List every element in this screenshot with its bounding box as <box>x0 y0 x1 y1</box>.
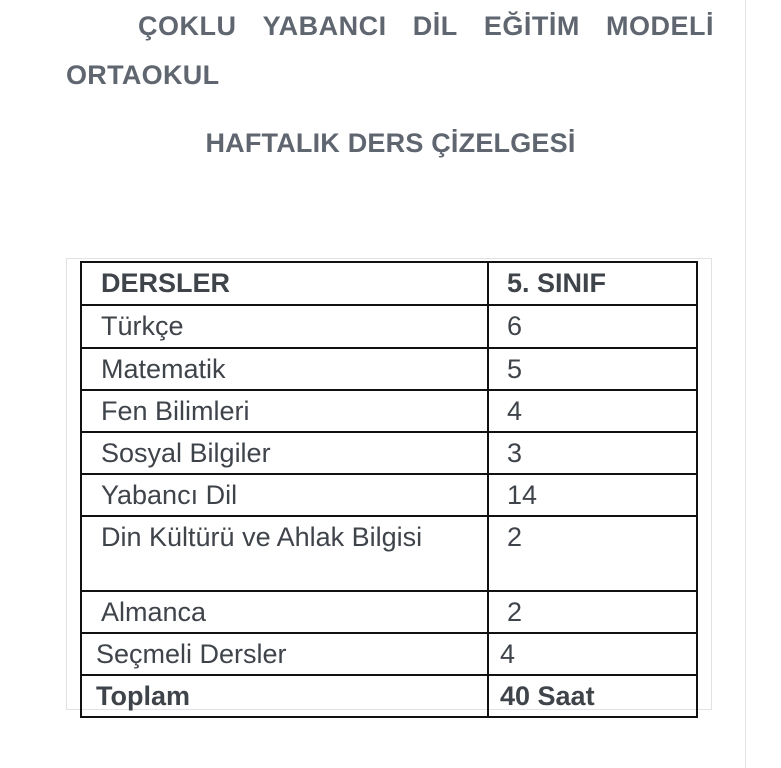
document-title <box>138 8 714 44</box>
lesson-hours-cell: 2 <box>488 516 697 591</box>
header-cell-grade: 5. SINIF <box>488 262 697 305</box>
lesson-hours-cell: 14 <box>488 474 697 516</box>
title-word: ÇOKLU <box>138 11 237 41</box>
table-row <box>81 516 697 591</box>
table-row <box>81 390 697 432</box>
header-cell-lessons: DERSLER <box>81 262 488 305</box>
title-word: EĞİTİM <box>483 11 580 41</box>
lesson-hours-cell: 4 <box>488 633 697 675</box>
table-row <box>81 305 697 348</box>
table-row <box>81 348 697 390</box>
document-title-continued: ORTAOKUL <box>66 60 220 90</box>
page-edge-divider <box>745 0 746 768</box>
lesson-name-cell: Sosyal Bilgiler <box>81 432 488 474</box>
lesson-name-cell: Yabancı Dil <box>81 474 488 516</box>
table-row <box>81 474 697 516</box>
table-total-row <box>81 675 697 717</box>
weekly-schedule-table <box>80 261 698 718</box>
table-row <box>81 591 697 633</box>
lesson-name-cell: Almanca <box>81 591 488 633</box>
title-word: YABANCI <box>262 11 387 41</box>
total-label-cell: Toplam <box>81 675 488 717</box>
lesson-name-cell: Seçmeli Dersler <box>81 633 488 675</box>
lesson-hours-cell: 4 <box>488 390 697 432</box>
title-word: DİL <box>412 11 458 41</box>
title-word: MODELİ <box>605 11 714 41</box>
lesson-hours-cell: 5 <box>488 348 697 390</box>
lesson-name-cell: Din Kültürü ve Ahlak Bilgisi <box>81 516 488 591</box>
lesson-hours-cell: 3 <box>488 432 697 474</box>
lesson-name-cell: Türkçe <box>81 305 488 348</box>
table-row <box>81 432 697 474</box>
lesson-name-cell: Fen Bilimleri <box>81 390 488 432</box>
lesson-name-cell: Matematik <box>81 348 488 390</box>
lesson-hours-cell: 2 <box>488 591 697 633</box>
table-header-row <box>81 262 697 305</box>
lesson-hours-cell: 6 <box>488 305 697 348</box>
table-row <box>81 633 697 675</box>
total-hours-cell: 40 Saat <box>488 675 697 717</box>
document-subtitle: HAFTALIK DERS ÇİZELGESİ <box>205 128 576 158</box>
